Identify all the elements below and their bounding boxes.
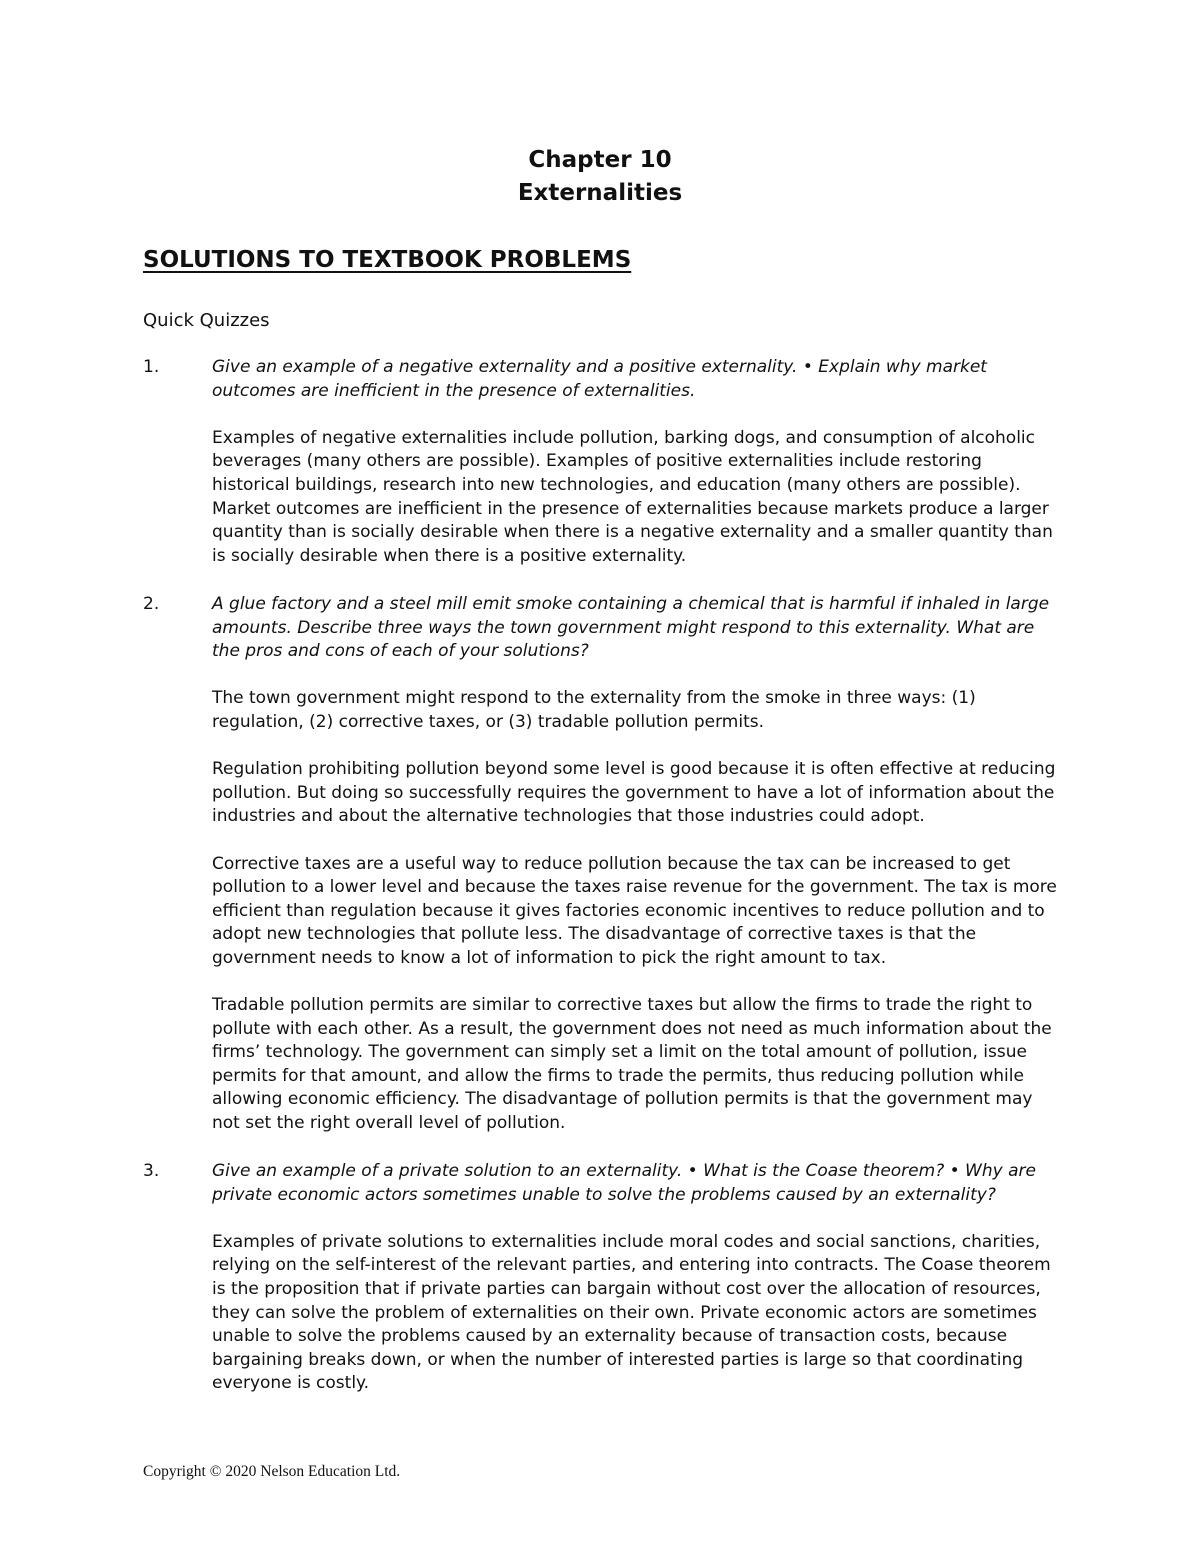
answer-paragraph: Tradable pollution permits are similar to corrective taxes but allow the firms to trade the right to pollute with each other. As a result, the government does not need as much information about the firms’ technology. The government can simply set a limit on the total amount of pollution, issue permits for that amount, and allow the firms to trade the permits, thus reducing pollution while allowing economic efficiency. The disadvantage of pollution permits is that the government may not set the right overall level of pollution. [212,995,1052,1134]
answer-paragraph: The town government might respond to the externality from the smoke in three ways: (1) regulation, (2) corrective taxes, or (3) tradable pollution permits. [212,688,976,732]
question-number: 3. [143,1161,160,1181]
answer-paragraph: Examples of negative externalities include pollution, barking dogs, and consumption of alcoholic beverages (many others are possible). Examples of positive externalities include restoring historical buildings, research into new technologies, and education (many others are possible). Market outcomes are inefficient in the presence of externalities because markets produce a larger quantity than is socially desirable when there is a negative externality and a smaller quantity than is socially desirable when there is a positive externality. [212,427,1053,566]
subheading: Quick Quizzes [143,310,270,331]
chapter-number: Chapter 10 [528,147,672,173]
answer-paragraph: Examples of private solutions to externalities include moral codes and social sanctions, charities, relying on the self-interest of the relevant parties, and entering into contracts. The Coase theorem is the proposition that if private parties can bargain without cost over the allocation of resources, they can solve the problem of externalities on their own. Private economic actors are sometimes unable to solve the problems caused by an externality because of transaction costs, because bargaining breaks down, or when the number of interested parties is large so that coordinating everyone is costly. [212,1231,1051,1394]
answer-paragraph: Corrective taxes are a useful way to reduce pollution because the tax can be increased to get pollution to a lower level and because the taxes raise revenue for the government. The tax is more efficient than regulation because it gives factories economic incentives to reduce pollution and to adopt new technologies that pollute less. The disadvantage of corrective taxes is that the government needs to know a lot of information to pick the right amount to tax. [212,853,1057,968]
question-number: 2. [143,594,160,614]
answer-paragraph: Regulation prohibiting pollution beyond some level is good because it is often effective at reducing pollution. But doing so successfully requires the government to have a lot of information about the industries and about the alternative technologies that those industries could adopt. [212,759,1056,827]
question-body [212,1160,1062,1396]
section-heading: SOLUTIONS TO TEXTBOOK PROBLEMS [143,247,632,273]
copyright-footer: Copyright © 2020 Nelson Education Ltd. [143,1463,401,1480]
question-prompt: Give an example of a negative externality and a positive externality. • Explain why market outcomes are inefficient in the presence of externalities. [212,357,987,401]
chapter-title: Externalities [517,180,683,206]
question-prompt: Give an example of a private solution to an externality. • What is the Coase theorem? • Why are private economic actors sometimes unable to solve the problems caused by an externality? [212,1161,1036,1205]
question-prompt: A glue factory and a steel mill emit smoke containing a chemical that is harmful if inhaled in large amounts. Describe three ways the town government might respond to this externality. What are the pros and cons of each of your solutions? [212,594,1050,662]
question-number: 1. [143,357,160,377]
chapter-title-block [0,144,1200,210]
question-body [212,593,1062,1136]
question-body [212,356,1062,568]
